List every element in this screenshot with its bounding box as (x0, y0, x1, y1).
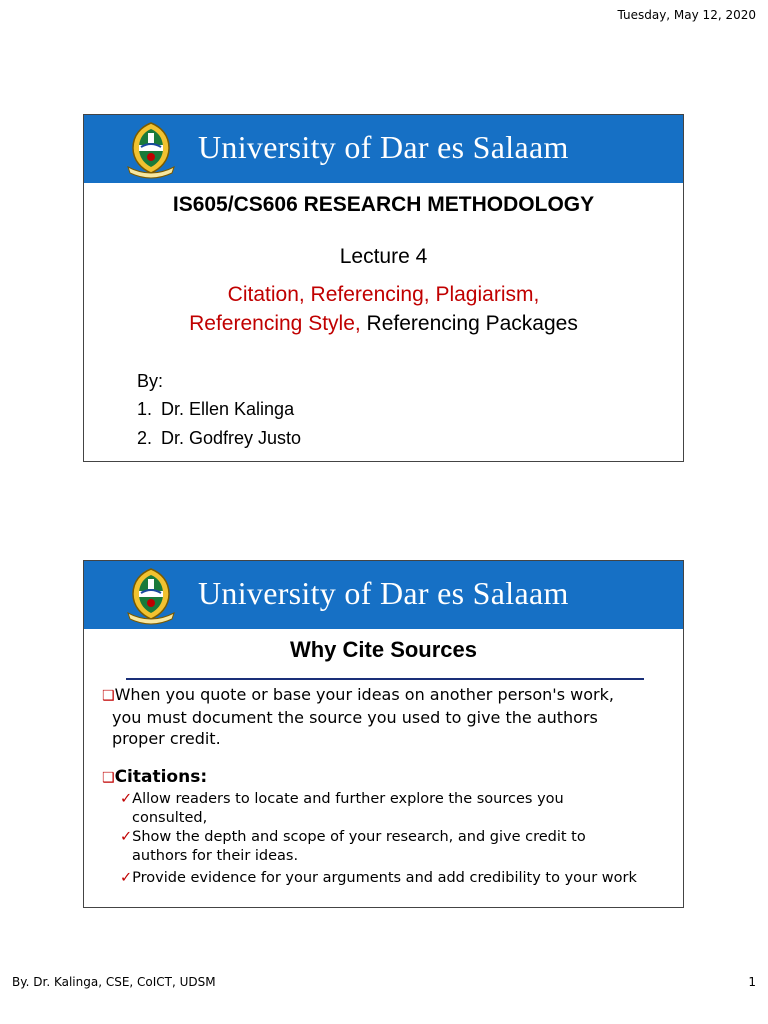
bullet-text: you must document the source you used to give the authors (112, 708, 598, 727)
author-name: Dr. Godfrey Justo (161, 428, 302, 448)
page-number: 1 (748, 975, 756, 989)
bullet-text: proper credit. (112, 729, 221, 748)
topic-line-2-black: Referencing Packages (360, 312, 578, 335)
university-crest-icon (124, 567, 178, 625)
author-number: 1. (137, 399, 153, 419)
sub-bullet-text: Allow readers to locate and further explore the sources you (132, 791, 564, 807)
author-number: 2. (137, 428, 153, 448)
bullet-item (102, 684, 677, 749)
citations-label: Citations: (114, 767, 208, 787)
red-square-bullet-icon: ❑ (102, 770, 115, 786)
sub-bullet-item (120, 869, 680, 888)
author-item (137, 428, 301, 457)
topic-line-1: Citation, Referencing, Plagiarism, (227, 283, 540, 306)
course-title: IS605/CS606 RESEARCH METHODOLOGY (172, 193, 595, 216)
checkmark-icon: ✓ (120, 829, 133, 845)
university-banner (84, 115, 683, 183)
sub-bullet-text: Provide evidence for your arguments and add credibility to your work (132, 870, 637, 886)
print-date: Tuesday, May 12, 2020 (617, 8, 756, 22)
author-name: Dr. Ellen Kalinga (161, 399, 295, 419)
red-square-bullet-icon: ❑ (102, 688, 115, 704)
sub-bullet-text: authors for their ideas. (132, 848, 299, 864)
university-crest-icon (124, 121, 178, 179)
sub-bullet-item (120, 828, 680, 866)
footer-author: By. Dr. Kalinga, CSE, CoICT, UDSM (12, 975, 216, 989)
lecture-number: Lecture 4 (339, 245, 428, 268)
topic-line-2-red: Referencing Style, (189, 312, 361, 335)
university-title: University of Dar es Salaam (198, 575, 569, 611)
checkmark-icon: ✓ (120, 870, 133, 886)
sub-bullet-item (120, 790, 680, 828)
citations-heading (102, 767, 207, 787)
sub-bullet-text: Show the depth and scope of your research, and give credit to (132, 829, 586, 845)
title-divider (126, 678, 644, 680)
slide-title: Why Cite Sources (289, 637, 478, 662)
sub-bullet-text: consulted, (132, 810, 208, 826)
bullet-text: When you quote or base your ideas on another person's work, (114, 685, 614, 704)
by-label: By: (137, 371, 164, 391)
author-item (137, 399, 301, 428)
lecture-topic (84, 280, 683, 338)
slide-1 (83, 114, 684, 462)
checkmark-icon: ✓ (120, 791, 133, 807)
university-banner (84, 561, 683, 629)
university-title: University of Dar es Salaam (198, 129, 569, 165)
slide-2 (83, 560, 684, 908)
author-list (137, 399, 301, 457)
